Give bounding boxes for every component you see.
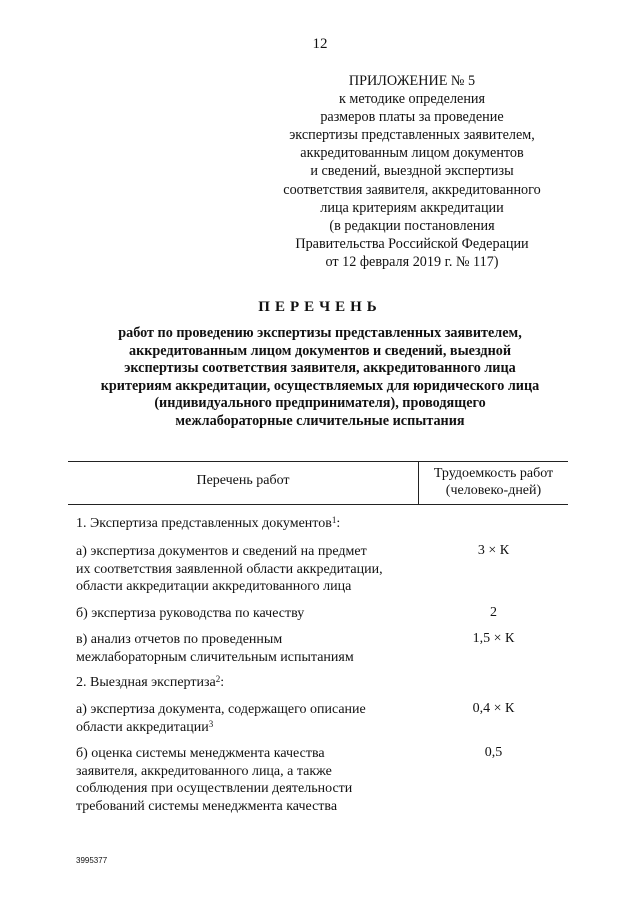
footnote-ref: 2 — [215, 674, 221, 684]
column-header-labor — [419, 465, 568, 499]
column-header-labor-line: Трудоемкость работ — [433, 466, 554, 481]
footer-document-code: 3995377 — [76, 856, 108, 865]
appendix-line: лица критериям аккредитации — [320, 199, 504, 216]
column-header-labor-line: (человеко-дней) — [445, 483, 542, 498]
subtitle-line: критериям аккредитации, осуществляемых для юридического лица — [100, 377, 540, 394]
subtitle-line: работ по проведению экспертизы представленных заявителем, — [118, 325, 522, 341]
subtitle-line: (индивидуального предпринимателя), проводящего — [154, 395, 486, 412]
appendix-header — [262, 72, 562, 271]
appendix-line: Правительства Российской Федерации — [295, 235, 529, 252]
row-text: межлабораторным сличительным испытаниям — [76, 649, 354, 665]
row-text: их соответствия заявленной области аккредитации, — [76, 561, 383, 577]
row-text: б) оценка системы менеджмента качества — [76, 746, 325, 761]
table-row — [76, 745, 416, 815]
appendix-line: размеров платы за проведение — [320, 109, 504, 126]
appendix-line: и сведений, выездной экспертизы — [310, 163, 514, 180]
appendix-line: к методике определения — [338, 91, 486, 108]
row-text: а) экспертиза документа, содержащего описание — [76, 702, 366, 717]
row-text: соблюдения при осуществлении деятельности — [76, 781, 353, 797]
row-labor-value: 3 × К — [477, 543, 510, 558]
row-labor-value: 2 — [490, 605, 497, 620]
document-title: ПЕРЕЧЕНЬ — [258, 299, 382, 315]
row-labor-value: 0,4 × К — [472, 701, 515, 716]
row-suffix: : — [220, 675, 225, 690]
table-row-section-1 — [76, 515, 416, 533]
row-text: 1. Экспертиза представленных документов — [76, 516, 332, 531]
appendix-line: экспертизы представленных заявителем, — [289, 127, 535, 144]
appendix-line: соответствия заявителя, аккредитованного — [283, 181, 541, 198]
footnote-ref: 3 — [208, 718, 214, 729]
table-row — [76, 605, 416, 623]
appendix-line: ПРИЛОЖЕНИЕ № 5 — [348, 73, 476, 89]
table-row-section-2 — [76, 674, 416, 692]
footnote-ref: 1 — [331, 515, 337, 525]
column-header-work: Перечень работ — [196, 473, 290, 488]
appendix-line: от 12 февраля 2019 г. № 117) — [325, 253, 499, 270]
row-labor-value: 1,5 × К — [472, 631, 515, 646]
appendix-line: аккредитованным лицом документов — [300, 145, 524, 162]
row-text: области аккредитации — [76, 719, 209, 735]
row-text: заявителя, аккредитованного лица, а также — [76, 763, 332, 779]
table-top-border — [68, 461, 568, 462]
row-text: в) анализ отчетов по проведенным — [76, 632, 283, 647]
row-suffix: : — [336, 516, 341, 531]
subtitle-line: межлабораторные сличительные испытания — [175, 412, 465, 429]
row-text: требований системы менеджмента качества — [76, 798, 338, 814]
document-subtitle — [88, 325, 552, 431]
page-number: 12 — [312, 36, 328, 52]
row-text: 2. Выездная экспертиза — [76, 675, 216, 690]
row-text: а) экспертиза документов и сведений на предмет — [76, 544, 367, 559]
table-header-border — [68, 504, 568, 505]
appendix-line: (в редакции постановления — [329, 217, 495, 234]
table-row — [76, 543, 416, 596]
subtitle-line: экспертизы соответствия заявителя, аккредитованного лица — [124, 360, 516, 377]
row-labor-value: 0,5 — [484, 745, 503, 760]
table-row — [76, 701, 416, 736]
subtitle-line: аккредитованным лицом документов и сведений, выездной — [128, 342, 512, 359]
row-text: б) экспертиза руководства по качеству — [76, 606, 305, 621]
row-text: области аккредитации аккредитованного лица — [76, 579, 352, 595]
table-row — [76, 631, 416, 666]
